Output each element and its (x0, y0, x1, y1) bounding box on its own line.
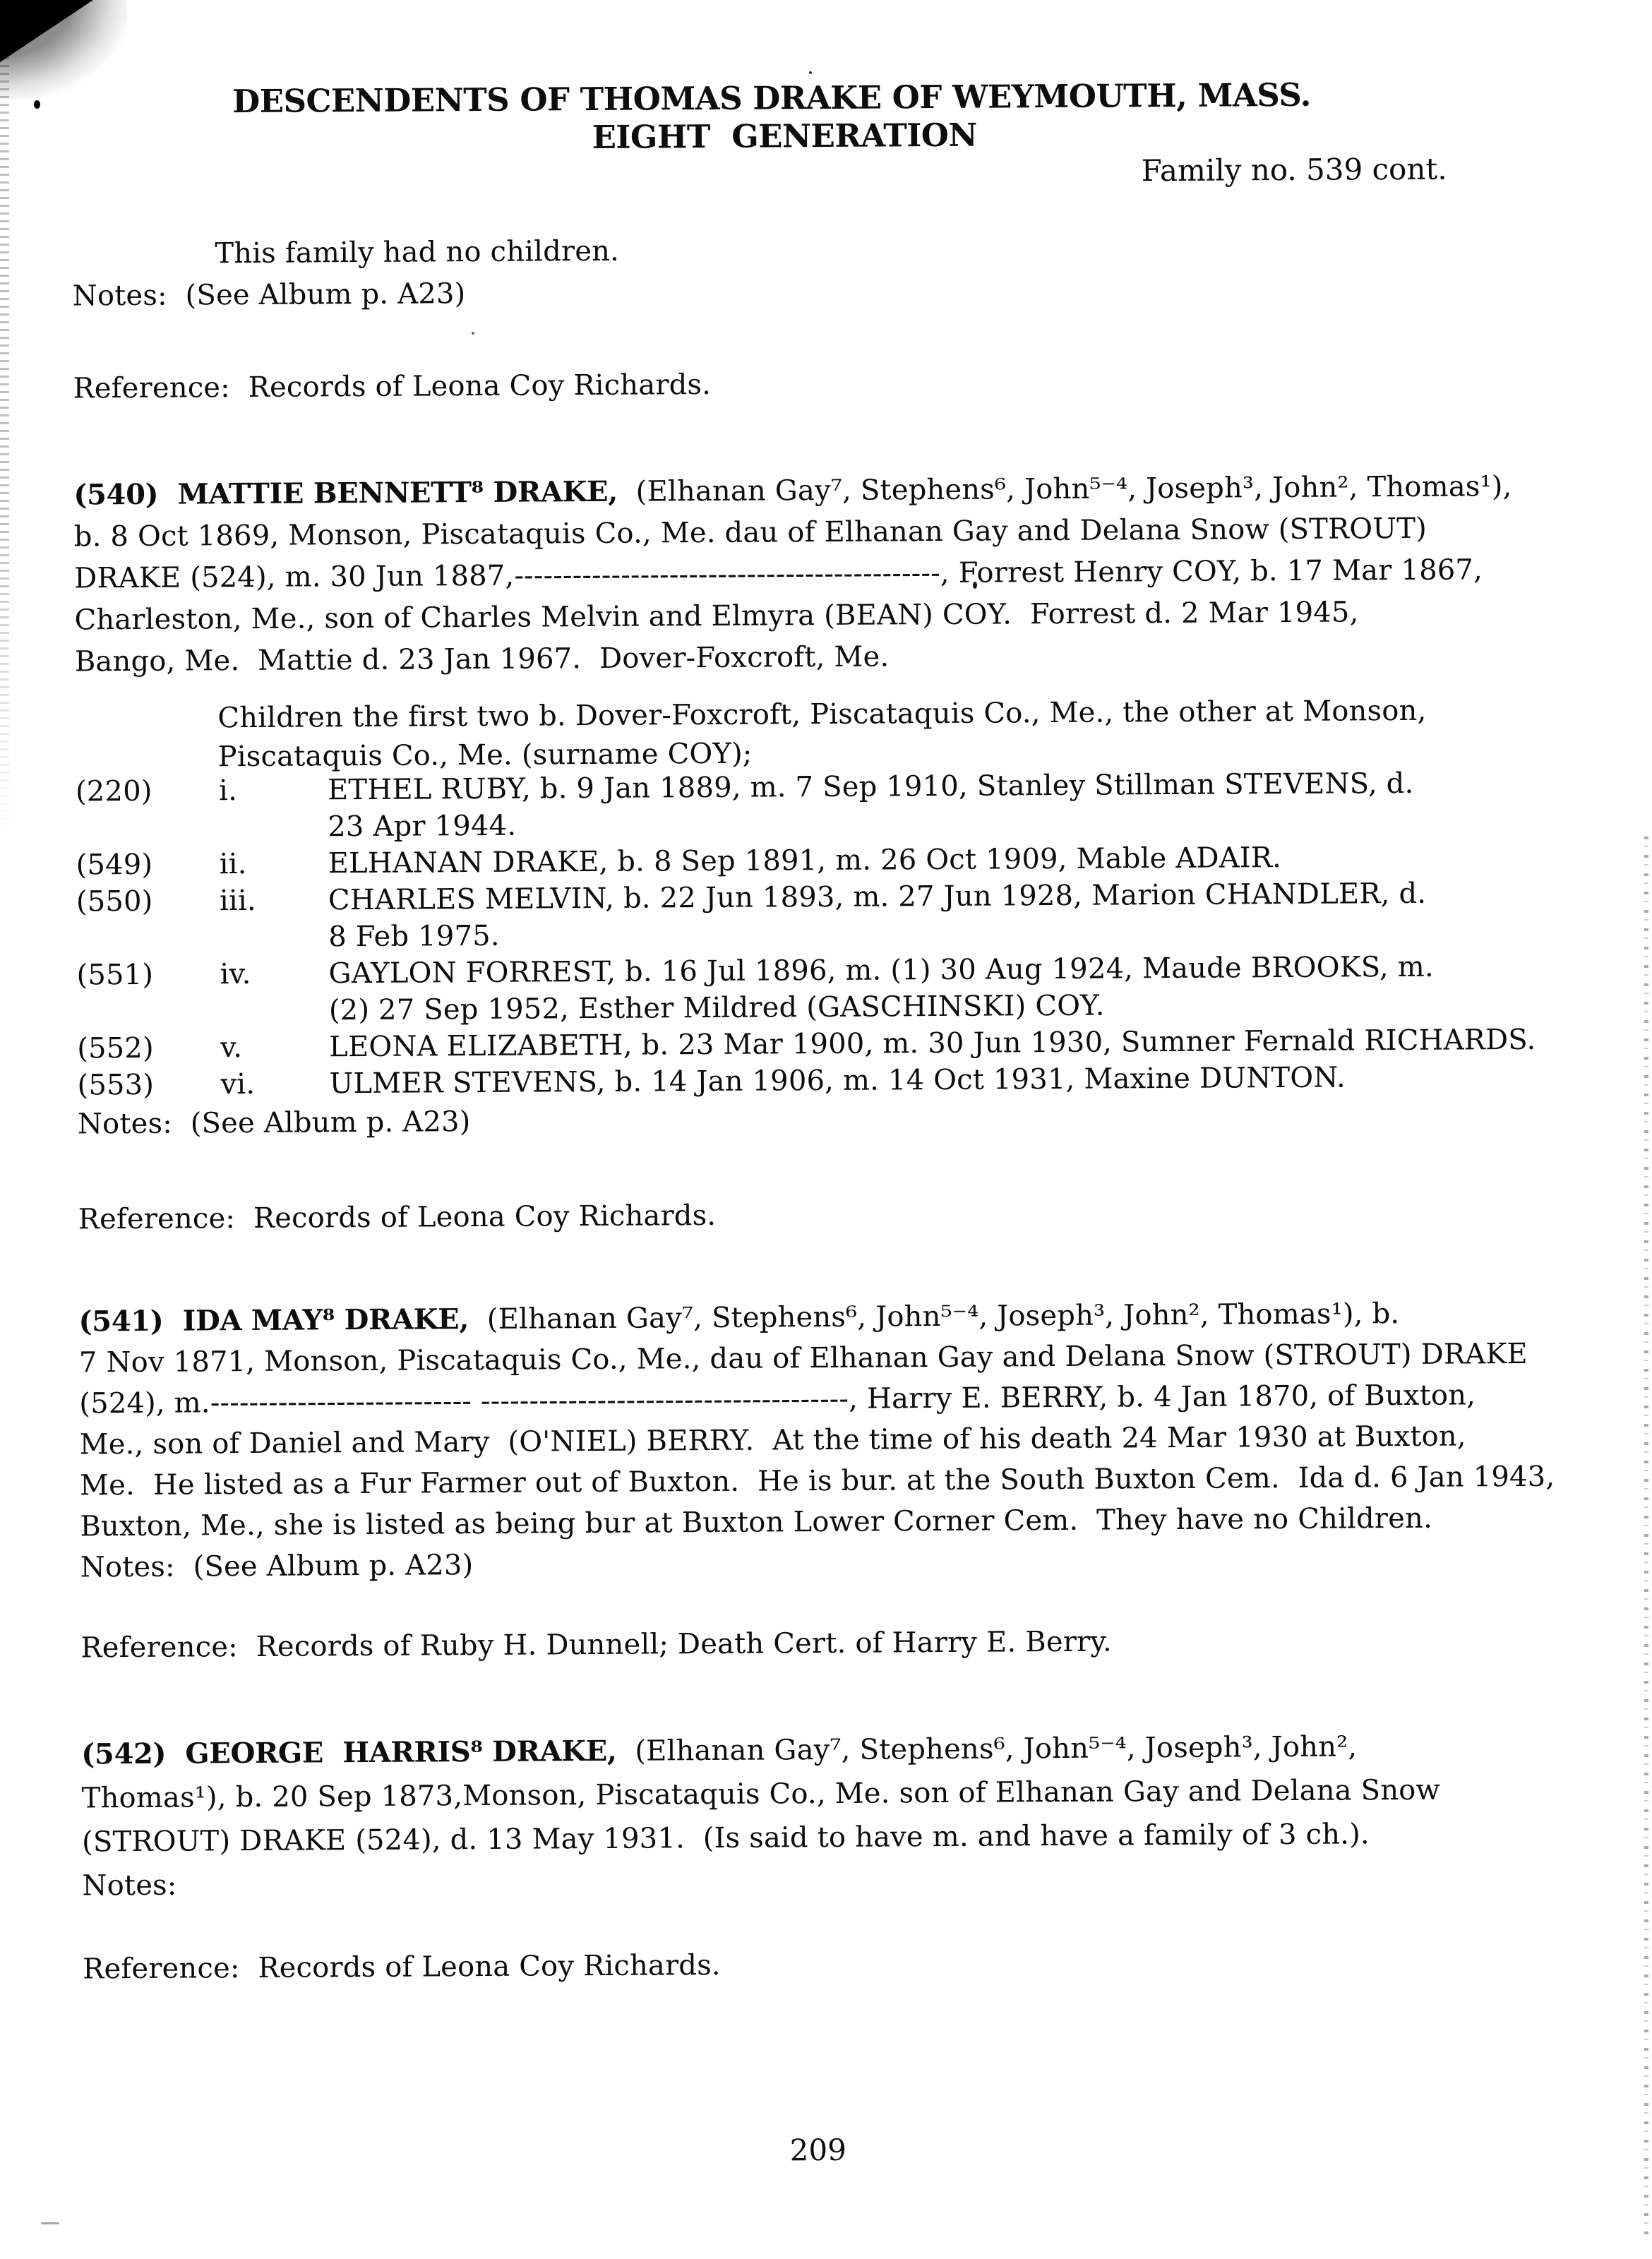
page-title-line2: EIGHT GENERATION (592, 116, 978, 157)
text-block-children_intro (75, 690, 1586, 777)
text-line: Notes: (See Album p. A23) (80, 1549, 474, 1584)
child-row (76, 764, 1587, 846)
text-line: Notes: (See Album p. A23) (72, 277, 466, 313)
text-line: This family had no children. (215, 234, 620, 270)
text-line: 7 Nov 1871, Monson, Piscataquis Co., Me., dau of Elhanan Gay and Delana Snow (STROUT) DRAKE (78, 1337, 1528, 1379)
text-line: Reference: Records of Ruby H. Dunnell; Death Cert. of Harry E. Berry. (80, 1625, 1112, 1665)
child-roman-numeral: iii. (219, 884, 257, 918)
text-block-entry542 (81, 1723, 1593, 1907)
text-line: Bango, Me. Mattie d. 23 Jan 1967. Dover-Foxcroft, Me. (74, 640, 890, 678)
child-roman-numeral: iv. (220, 957, 251, 991)
child-details (328, 874, 1588, 955)
text-line: GAYLON FORREST, b. 16 Jul 1896, m. (1) 30 Aug 1924, Maude BROOKS, m. (328, 950, 1434, 990)
text-block-ref4 (83, 1939, 1593, 1989)
child-roman-numeral: i. (218, 774, 238, 808)
text-block-ref1 (73, 359, 1584, 409)
text-line: 23 Apr 1944. (328, 809, 517, 844)
child-roman-numeral: v. (220, 1031, 243, 1065)
text-block-notes540 (78, 1094, 1588, 1144)
child-roman-numeral: vi. (220, 1067, 256, 1101)
text-line: Piscataquis Co., Me. (surname COY); (217, 737, 753, 774)
entry-number-and-name: (540) MATTIE BENNETT⁸ DRAKE, (73, 474, 618, 512)
child-family-number: (550) (76, 885, 153, 918)
entry-lineage: (Elhanan Gay⁷, Stephens⁶, John⁵⁻⁴, Joseph³, John², Thomas¹), (617, 470, 1512, 508)
child-roman-numeral: ii. (219, 848, 247, 881)
child-family-number: (549) (76, 848, 153, 882)
text-block-entry541 (78, 1292, 1591, 1588)
text-line: Children the first two b. Dover-Foxcroft, Piscataquis Co., Me., the other at Monson, (217, 694, 1427, 735)
text-line: Me., son of Daniel and Mary (O'NIEL) BERRY. At the time of his death 24 Mar 1930 at Buxton, (79, 1420, 1466, 1461)
text-line: CHARLES MELVIN, b. 22 Jun 1893, m. 27 Jun 1928, Marion CHANDLER, d. (328, 877, 1427, 917)
text-line: Me. He listed as a Fur Farmer out of Buxton. He is bur. at the South Buxton Cem. Ida d. 6 Jan 1943, (79, 1460, 1555, 1502)
child-family-number: (551) (76, 958, 154, 992)
text-line: LEONA ELIZABETH, b. 23 Mar 1900, m. 30 Jun 1930, Sumner Fernald RICHARDS. (329, 1023, 1536, 1064)
child-row (76, 874, 1588, 957)
text-line: DRAKE (524), m. 30 Jun 1887,--------------------------------------------, Forrest Henry COY, b. 17 Mar 1867, (74, 553, 1483, 595)
child-details (328, 947, 1588, 1029)
entry-number-and-name: (542) GEORGE HARRIS⁸ DRAKE, (81, 1734, 617, 1771)
text-line: Reference: Records of Leona Coy Richards. (83, 1948, 721, 1986)
family-number-label: Family no. 539 cont. (1141, 151, 1447, 188)
text-line: Thomas¹), b. 20 Sep 1873,Monson, Piscataquis Co., Me. son of Elhanan Gay and Delana Snow (81, 1773, 1441, 1815)
text-line: ULMER STEVENS, b. 14 Jan 1906, m. 14 Oct 1931, Maxine DUNTON. (329, 1061, 1346, 1101)
page-number: 209 (789, 2132, 847, 2168)
text-line: Notes: (82, 1869, 177, 1903)
page-title-line1: DESCENDENTS OF THOMAS DRAKE OF WEYMOUTH, MASS. (232, 76, 1312, 121)
text-line: (STROUT) DRAKE (524), d. 13 May 1931. (Is said to have m. and have a family of 3 ch.). (81, 1818, 1370, 1859)
text-block-no_children (72, 224, 1584, 317)
text-line: b. 8 Oct 1869, Monson, Piscataquis Co., Me. dau of Elhanan Gay and Delana Snow (STROUT) (73, 512, 1427, 553)
entry-number-and-name: (541) IDA MAY⁸ DRAKE, (78, 1302, 469, 1338)
text-block-ref3 (80, 1618, 1591, 1668)
entry-lineage: (Elhanan Gay⁷, Stephens⁶, John⁵⁻⁴, Joseph³, John², (616, 1730, 1358, 1768)
text-line: Reference: Records of Leona Coy Richards. (78, 1199, 717, 1236)
entry-lineage: (Elhanan Gay⁷, Stephens⁶, John⁵⁻⁴, Joseph³, John², Thomas¹), b. (468, 1298, 1400, 1336)
text-block-entry540 (73, 465, 1586, 683)
child-family-number: (220) (75, 774, 152, 808)
text-line: Notes: (See Album p. A23) (77, 1105, 471, 1141)
text-line: 8 Feb 1975. (328, 919, 500, 954)
child-row (76, 947, 1588, 1030)
text-block-children (76, 764, 1588, 1103)
text-line: Charleston, Me., son of Charles Melvin and Elmyra (BEAN) COY. Forrest d. 2 Mar 1945, (74, 596, 1359, 637)
text-line: (524), m.--------------------------- --------------------------------------, Harry E. BERRY, b. 4 Jan 1870, of Buxton, (79, 1379, 1476, 1420)
text-line: (2) 27 Sep 1952, Esther Mildred (GASCHINSKI) COY. (328, 989, 1105, 1027)
text-line: Reference: Records of Leona Coy Richards. (73, 368, 712, 405)
child-details (328, 764, 1587, 845)
child-family-number: (552) (77, 1031, 154, 1065)
text-line: ELHANAN DRAKE, b. 8 Sep 1891, m. 26 Oct 1909, Mable ADAIR. (328, 841, 1282, 880)
text-line: ETHEL RUBY, b. 9 Jan 1889, m. 7 Sep 1910, Stanley Stillman STEVENS, d. (327, 767, 1414, 807)
child-family-number: (553) (77, 1068, 155, 1102)
text-block-ref2 (78, 1190, 1589, 1240)
text-line: Buxton, Me., she is listed as being bur at Buxton Lower Corner Cem. They have no Children. (80, 1502, 1433, 1543)
